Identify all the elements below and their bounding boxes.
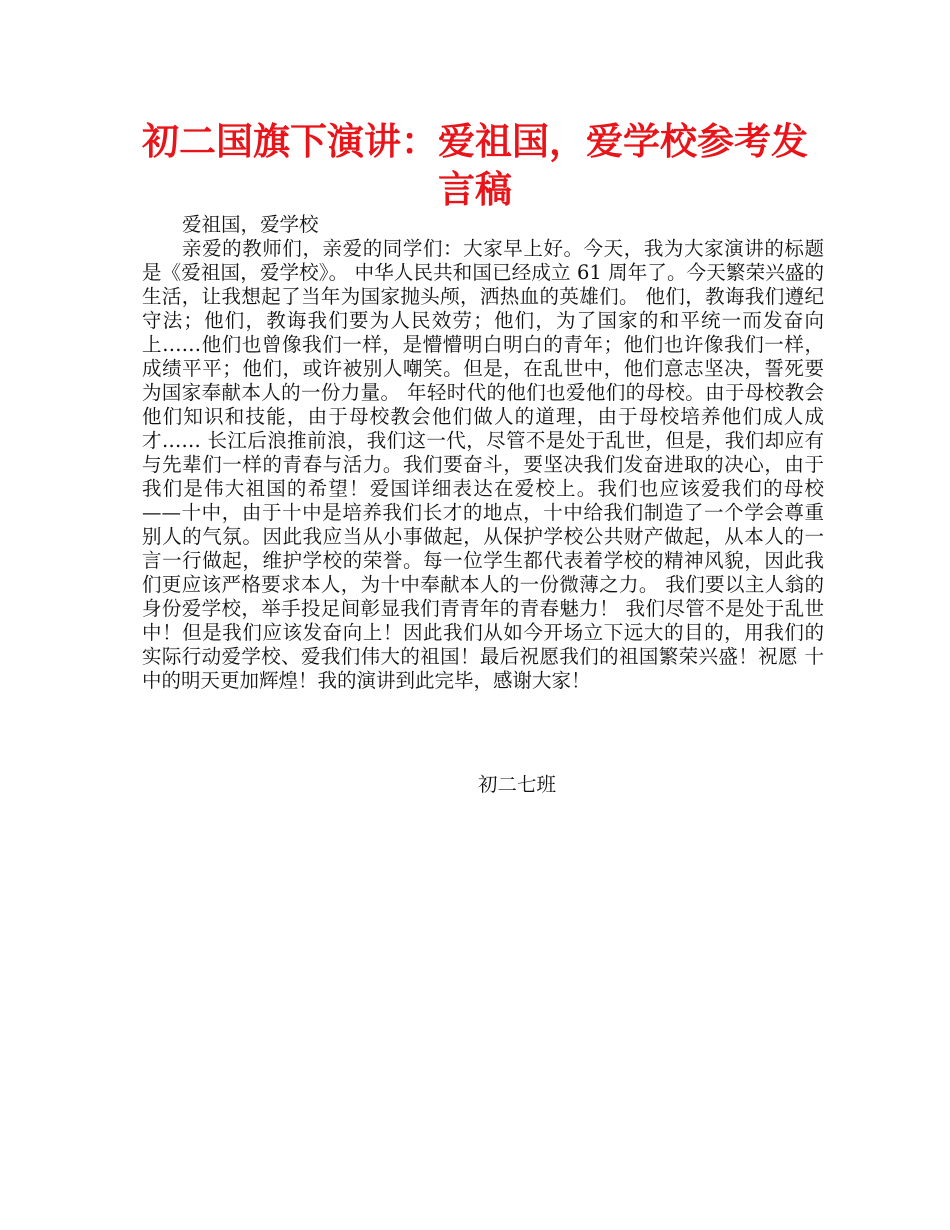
- document-title: 初二国旗下演讲：爱祖国，爱学校参考发言稿: [142, 120, 808, 211]
- signature: 初二七班: [478, 773, 557, 796]
- subtitle-paragraph: 爱祖国，爱学校: [182, 213, 319, 236]
- document-body: [142, 213, 824, 693]
- speech-paragraph: 亲爱的教师们，亲爱的同学们：大家早上好。今天，我为大家演讲的标题是《爱祖国，爱学校》。 中华人民共和国已经成立 61 周年了。今天繁荣兴盛的生活，让我想起了当年为国家抛头颅，洒热血的英雄们。 他们，教诲我们遵纪守法；他们，教诲我们要为人民效劳；他们，为了国家的和平统一而发奋向上……他们也曾像我们一样，是懵懵明白明白的青年；他们也许像我们一样，成绩平平；他们，或许被别人嘲笑。但是，在乱世中，他们意志坚决，誓死要为国家奉献本人的一份力量。 年轻时代的他们也爱他们的母校。由于母校教会他们知识和技能，由于母校教会他们做人的道理，由于母校培养他们成人成才…… 长江后浪推前浪，我们这一代，尽管不是处于乱世，但是，我们却应有与先辈们一样的青春与活力。我们要奋斗，要坚决我们发奋进取的决心，由于我们是伟大祖国的希望！爱国详细表达在爱校上。我们也应该爱我们的母校——十中，由于十中是培养我们长才的地点，十中给我们制造了一个学会尊重别人的气氛。因此我应当从小事做起，从保护学校公共财产做起，从本人的一言一行做起，维护学校的荣誉。每一位学生都代表着学校的精神风貌，因此我们更应该严格要求本人，为十中奉献本人的一份微薄之力。 我们要以主人翁的身份爱学校，举手投足间彰显我们青青年的青春魅力！ 我们尽管不是处于乱世中！但是我们应该发奋向上！因此我们从如今开场立下远大的目的，用我们的实际行动爱学校、爱我们伟大的祖国！最后祝愿我们的祖国繁荣兴盛！祝愿 十中的明天更加辉煌！我的演讲到此完毕，感谢大家！: [142, 237, 824, 692]
